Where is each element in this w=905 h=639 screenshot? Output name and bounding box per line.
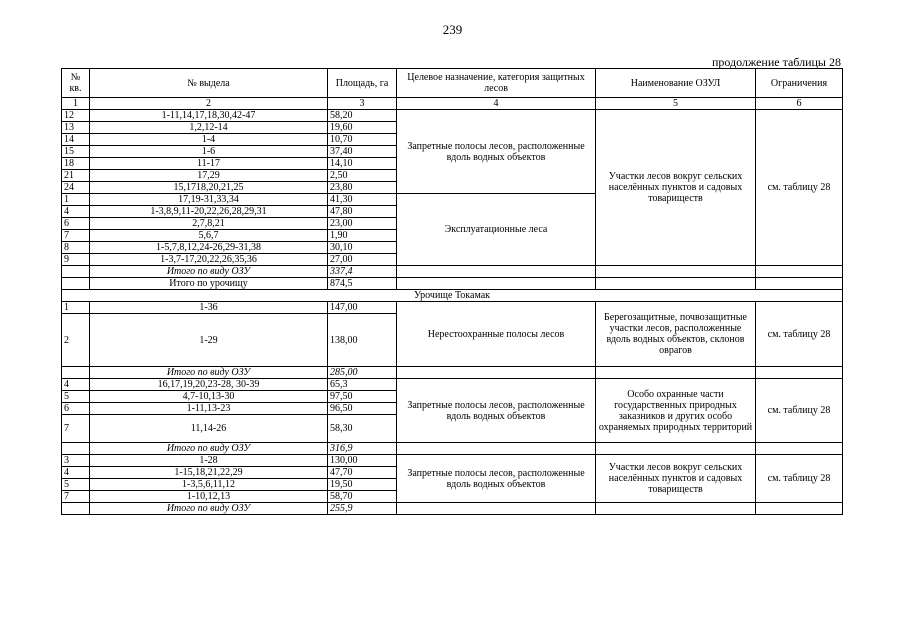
- cell-area: 97,50: [328, 391, 397, 403]
- cell-vydel: 1-5,7,8,12,24-26,29-31,38: [90, 242, 328, 254]
- cell-area: 96,50: [328, 403, 397, 415]
- cell-vydel: 16,17,19,20,23-28, 30-39: [90, 379, 328, 391]
- cell-area: 147,00: [328, 302, 397, 314]
- table-row: [62, 455, 843, 467]
- total-urochishe-value: 874,5: [328, 278, 397, 290]
- cell-vydel: 17,29: [90, 170, 328, 182]
- cell-kv: 7: [62, 230, 90, 242]
- total-ozu-label: Итого по виду ОЗУ: [90, 503, 328, 515]
- cell-area: 27,00: [328, 254, 397, 266]
- total-ozu-label: Итого по виду ОЗУ: [90, 367, 328, 379]
- cell-vydel: 1-11,13-23: [90, 403, 328, 415]
- cell-kv: 2: [62, 314, 90, 367]
- table-row: [62, 302, 843, 314]
- cell-area: 58,30: [328, 415, 397, 443]
- cell-vydel: 1-29: [90, 314, 328, 367]
- cell-kv: 5: [62, 479, 90, 491]
- cell-kv: 5: [62, 391, 90, 403]
- cell-vydel: 11-17: [90, 158, 328, 170]
- cell-vydel: 1-11,14,17,18,30,42-47: [90, 110, 328, 122]
- cell-area: 19,60: [328, 122, 397, 134]
- cell-limits: см. таблицу 28: [756, 455, 843, 503]
- cell-ozul: Берегозащитные, почвозащитные участки лесов, расположенные вдоль водных объектов, склонов оврагов: [596, 302, 756, 367]
- cell-vydel: 1-3,8,9,11-20,22,26,28,29,31: [90, 206, 328, 218]
- cell-kv: 6: [62, 218, 90, 230]
- col-number: 4: [397, 98, 596, 110]
- table-row: [62, 110, 843, 122]
- cell-ozul: Особо охранные части государственных природных заказников и других особо охраняемых природных территорий: [596, 379, 756, 443]
- header-limits: Ограничения: [756, 69, 843, 98]
- cell-area: 37,40: [328, 146, 397, 158]
- header-row: [62, 69, 843, 98]
- cell-area: 23,80: [328, 182, 397, 194]
- total-ozu-label: Итого по виду ОЗУ: [90, 266, 328, 278]
- total-row: [62, 266, 843, 278]
- cell-vydel: 4,7-10,13-30: [90, 391, 328, 403]
- cell-area: 58,20: [328, 110, 397, 122]
- cell-limits: см. таблицу 28: [756, 379, 843, 443]
- cell-area: 58,70: [328, 491, 397, 503]
- total-urochishe-row: [62, 278, 843, 290]
- cell-kv: 1: [62, 302, 90, 314]
- header-purpose: Целевое назначение, категория защитных лесов: [397, 69, 596, 98]
- cell-kv: 21: [62, 170, 90, 182]
- cell-area: 2,50: [328, 170, 397, 182]
- cell-kv: 12: [62, 110, 90, 122]
- cell-area: 23,00: [328, 218, 397, 230]
- col-number: 3: [328, 98, 397, 110]
- header-kv: № кв.: [62, 69, 90, 98]
- cell-vydel: 1-28: [90, 455, 328, 467]
- cell-purpose: Запретные полосы лесов, расположенные вдоль водных объектов: [397, 110, 596, 194]
- cell-ozul: Участки лесов вокруг сельских населённых пунктов и садовых товариществ: [596, 455, 756, 503]
- cell-vydel: 15,1718,20,21,25: [90, 182, 328, 194]
- cell-kv: 4: [62, 379, 90, 391]
- cell-area: 41,30: [328, 194, 397, 206]
- cell-limits: см. таблицу 28: [756, 302, 843, 367]
- cell-kv: 13: [62, 122, 90, 134]
- cell-purpose: Нерестоохранные полосы лесов: [397, 302, 596, 367]
- total-ozu-value: 337,4: [328, 266, 397, 278]
- cell-vydel: 2,7,8,21: [90, 218, 328, 230]
- cell-vydel: 1-6: [90, 146, 328, 158]
- forest-table: [61, 68, 843, 515]
- cell-kv: 8: [62, 242, 90, 254]
- cell-area: 47,70: [328, 467, 397, 479]
- col-number: 2: [90, 98, 328, 110]
- cell-vydel: 1-4: [90, 134, 328, 146]
- cell-purpose: Запретные полосы лесов, расположенные вдоль водных объектов: [397, 379, 596, 443]
- cell-kv: 7: [62, 415, 90, 443]
- cell-kv: 24: [62, 182, 90, 194]
- cell-area: 130,00: [328, 455, 397, 467]
- total-row: [62, 367, 843, 379]
- cell-kv: 14: [62, 134, 90, 146]
- table-continuation-label: продолжение таблицы 28: [711, 55, 841, 69]
- table-row: [62, 379, 843, 391]
- cell-area: 14,10: [328, 158, 397, 170]
- col-number: 1: [62, 98, 90, 110]
- cell-vydel: 1-3,5,6,11,12: [90, 479, 328, 491]
- cell-kv: 15: [62, 146, 90, 158]
- total-urochishe-label: Итого по урочищу: [90, 278, 328, 290]
- cell-area: 30,10: [328, 242, 397, 254]
- cell-kv: 9: [62, 254, 90, 266]
- header-ozul: Наименование ОЗУЛ: [596, 69, 756, 98]
- cell-vydel: 1-10,12,13: [90, 491, 328, 503]
- cell-kv: 3: [62, 455, 90, 467]
- cell-vydel: 1-15,18,21,22,29: [90, 467, 328, 479]
- cell-vydel: 17,19-31,33,34: [90, 194, 328, 206]
- cell-area: 47,80: [328, 206, 397, 218]
- cell-area: 1,90: [328, 230, 397, 242]
- header-vydel: № выдела: [90, 69, 328, 98]
- cell-vydel: 1-3,7-17,20,22,26,35,36: [90, 254, 328, 266]
- cell-limits: см. таблицу 28: [756, 110, 843, 266]
- urochishe-title-row: [62, 290, 843, 302]
- cell-kv: 18: [62, 158, 90, 170]
- cell-purpose: Запретные полосы лесов, расположенные вдоль водных объектов: [397, 455, 596, 503]
- total-ozu-label: Итого по виду ОЗУ: [90, 443, 328, 455]
- header-area: Площадь, га: [328, 69, 397, 98]
- page-number: 239: [442, 22, 463, 37]
- column-number-row: [62, 98, 843, 110]
- total-ozu-value: 285,00: [328, 367, 397, 379]
- cell-ozul: Участки лесов вокруг сельских населённых пунктов и садовых товариществ: [596, 110, 756, 266]
- cell-kv: 1: [62, 194, 90, 206]
- cell-area: 138,00: [328, 314, 397, 367]
- col-number: 6: [756, 98, 843, 110]
- urochishe-title: Урочище Токамак: [62, 290, 843, 302]
- col-number: 5: [596, 98, 756, 110]
- total-row: [62, 443, 843, 455]
- cell-vydel: 1,2,12-14: [90, 122, 328, 134]
- cell-vydel: 5,6,7: [90, 230, 328, 242]
- cell-area: 65,3: [328, 379, 397, 391]
- total-ozu-value: 255,9: [328, 503, 397, 515]
- cell-kv: 4: [62, 467, 90, 479]
- cell-kv: 6: [62, 403, 90, 415]
- cell-vydel: 1-36: [90, 302, 328, 314]
- cell-kv: 7: [62, 491, 90, 503]
- cell-area: 10,70: [328, 134, 397, 146]
- cell-kv: 4: [62, 206, 90, 218]
- cell-vydel: 11,14-26: [90, 415, 328, 443]
- total-row: [62, 503, 843, 515]
- total-ozu-value: 316,9: [328, 443, 397, 455]
- cell-area: 19,50: [328, 479, 397, 491]
- cell-purpose: Эксплуатационные леса: [397, 194, 596, 266]
